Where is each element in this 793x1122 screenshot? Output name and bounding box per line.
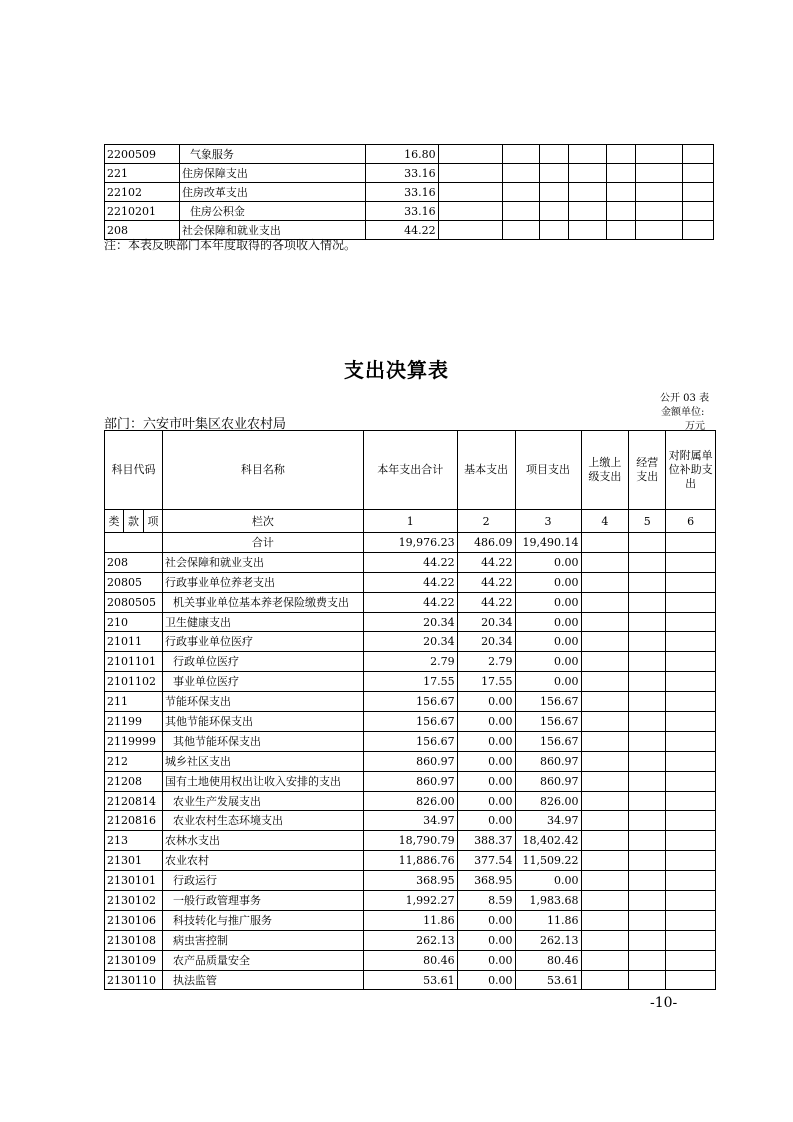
cell-name: 社会保障和就业支出 — [179, 221, 365, 240]
cell-name: 行政事业单位养老支出 — [162, 572, 363, 592]
table-row — [105, 145, 714, 164]
cell-empty — [682, 183, 713, 202]
cell-total: 44.22 — [363, 572, 457, 592]
cell-code: 2101101 — [105, 652, 163, 672]
cell-empty — [503, 221, 540, 240]
page-title: 支出决算表 — [344, 358, 449, 382]
header-name: 科目名称 — [162, 431, 363, 510]
cell-basic: 377.54 — [457, 851, 515, 871]
total-project: 19,490.14 — [515, 533, 581, 553]
cell-project: 0.00 — [515, 871, 581, 891]
cell-code: 21011 — [105, 632, 163, 652]
table-row — [105, 552, 716, 572]
cell-code: 2130110 — [105, 970, 163, 990]
cell-basic: 0.00 — [457, 712, 515, 732]
cell-total: 156.67 — [363, 692, 457, 712]
cell-code: 2080505 — [105, 592, 163, 612]
cell-subsidy — [666, 851, 716, 871]
cell-code: 212 — [105, 751, 163, 771]
cell-code: 2130108 — [105, 930, 163, 950]
cell-business — [629, 831, 666, 851]
cell-name: 科技转化与推广服务 — [162, 910, 363, 930]
cell-empty — [438, 164, 503, 183]
income-table-continuation — [104, 144, 714, 240]
cell-empty — [569, 183, 607, 202]
cell-subsidy — [666, 731, 716, 751]
cell-upper — [581, 552, 629, 572]
cell-total: 156.67 — [363, 731, 457, 751]
cell-basic: 0.00 — [457, 692, 515, 712]
cell-project: 156.67 — [515, 712, 581, 732]
col-number-1: 1 — [363, 510, 457, 533]
cell-empty — [636, 202, 683, 221]
cell-upper — [581, 592, 629, 612]
cell-name: 住房改革支出 — [179, 183, 365, 202]
cell-empty — [682, 221, 713, 240]
cell-business — [629, 552, 666, 572]
cell-upper — [581, 831, 629, 851]
cell-project: 34.97 — [515, 811, 581, 831]
cell-subsidy — [666, 572, 716, 592]
cell-value: 33.16 — [365, 164, 438, 183]
cell-total: 80.46 — [363, 950, 457, 970]
cell-subsidy — [666, 970, 716, 990]
cell-name: 农业农村 — [162, 851, 363, 871]
cell-subsidy — [666, 871, 716, 891]
cell-upper — [581, 612, 629, 632]
cell-business — [629, 632, 666, 652]
cell-business — [629, 811, 666, 831]
cell-name: 行政事业单位医疗 — [162, 632, 363, 652]
cell-subsidy — [666, 632, 716, 652]
header-row — [105, 431, 716, 510]
cell-project: 826.00 — [515, 791, 581, 811]
total-label: 合计 — [162, 533, 363, 553]
cell-total: 11,886.76 — [363, 851, 457, 871]
cell-business — [629, 771, 666, 791]
cell-name: 社会保障和就业支出 — [162, 552, 363, 572]
col-number-6: 6 — [666, 510, 716, 533]
table-row — [105, 791, 716, 811]
cell-name: 农业农村生态环境支出 — [162, 811, 363, 831]
cell-code: 2130106 — [105, 910, 163, 930]
cell-upper — [581, 930, 629, 950]
cell-project: 0.00 — [515, 552, 581, 572]
cell-empty — [682, 164, 713, 183]
cell-empty — [438, 183, 503, 202]
header-basic: 基本支出 — [457, 431, 515, 510]
cell-subsidy — [666, 612, 716, 632]
table-row — [105, 930, 716, 950]
cell-business — [629, 692, 666, 712]
cell-empty — [503, 164, 540, 183]
cell-name: 农产品质量安全 — [162, 950, 363, 970]
cell-upper — [581, 910, 629, 930]
cell-code: 2130102 — [105, 891, 163, 911]
table-row — [105, 910, 716, 930]
cell-code: 210 — [105, 612, 163, 632]
cell-code: 2119999 — [105, 731, 163, 751]
cell-code: 213 — [105, 831, 163, 851]
cell-basic: 0.00 — [457, 771, 515, 791]
cell-total: 18,790.79 — [363, 831, 457, 851]
column-number-row — [105, 510, 716, 533]
table-row — [105, 851, 716, 871]
table-row — [105, 164, 714, 183]
table-row — [105, 771, 716, 791]
cell-basic: 44.22 — [457, 572, 515, 592]
cell-upper — [581, 791, 629, 811]
cell-name: 病虫害控制 — [162, 930, 363, 950]
cell-basic: 0.00 — [457, 751, 515, 771]
cell-value: 33.16 — [365, 183, 438, 202]
cell-business — [629, 851, 666, 871]
cell-subsidy — [666, 811, 716, 831]
cell-empty — [540, 164, 569, 183]
cell-code: 2200509 — [105, 145, 180, 164]
table-row — [105, 632, 716, 652]
cell-project: 1,983.68 — [515, 891, 581, 911]
cell-upper — [581, 751, 629, 771]
cell-upper — [581, 652, 629, 672]
cell-project: 156.67 — [515, 692, 581, 712]
cell-empty — [540, 202, 569, 221]
cell-name: 执法监管 — [162, 970, 363, 990]
total-total: 19,976.23 — [363, 533, 457, 553]
cell-subsidy — [666, 592, 716, 612]
cell-upper — [581, 891, 629, 911]
cell-total: 34.97 — [363, 811, 457, 831]
table-row — [105, 572, 716, 592]
cell-name: 事业单位医疗 — [162, 672, 363, 692]
cell-empty — [503, 145, 540, 164]
cell-empty — [607, 202, 636, 221]
total-business — [629, 533, 666, 553]
cell-business — [629, 731, 666, 751]
cell-name: 农业生产发展支出 — [162, 791, 363, 811]
cell-upper — [581, 950, 629, 970]
col-number-3: 3 — [515, 510, 581, 533]
cell-name: 一般行政管理事务 — [162, 891, 363, 911]
cell-name: 住房保障支出 — [179, 164, 365, 183]
cell-code: 22102 — [105, 183, 180, 202]
cell-total: 44.22 — [363, 592, 457, 612]
cell-total: 20.34 — [363, 632, 457, 652]
cell-business — [629, 930, 666, 950]
cell-name: 城乡社区支出 — [162, 751, 363, 771]
cell-empty — [569, 221, 607, 240]
cell-business — [629, 871, 666, 891]
table-row — [105, 672, 716, 692]
cell-subsidy — [666, 652, 716, 672]
col-number-4: 4 — [581, 510, 629, 533]
cell-upper — [581, 871, 629, 891]
cell-business — [629, 950, 666, 970]
cell-total: 368.95 — [363, 871, 457, 891]
cell-basic: 0.00 — [457, 930, 515, 950]
cell-empty — [438, 221, 503, 240]
cell-total: 1,992.27 — [363, 891, 457, 911]
table-row — [105, 831, 716, 851]
cell-project: 0.00 — [515, 592, 581, 612]
cell-project: 0.00 — [515, 572, 581, 592]
cell-project: 11.86 — [515, 910, 581, 930]
total-subsidy — [666, 533, 716, 553]
cell-name: 其他节能环保支出 — [162, 731, 363, 751]
cell-business — [629, 970, 666, 990]
cell-name: 卫生健康支出 — [162, 612, 363, 632]
cell-project: 262.13 — [515, 930, 581, 950]
total-row — [105, 533, 716, 553]
cell-total: 44.22 — [363, 552, 457, 572]
cell-basic: 388.37 — [457, 831, 515, 851]
cell-basic: 0.00 — [457, 910, 515, 930]
table-row — [105, 811, 716, 831]
cell-empty — [540, 145, 569, 164]
cell-project: 80.46 — [515, 950, 581, 970]
cell-total: 826.00 — [363, 791, 457, 811]
cell-empty — [636, 164, 683, 183]
cell-basic: 44.22 — [457, 552, 515, 572]
total-basic: 486.09 — [457, 533, 515, 553]
cell-upper — [581, 672, 629, 692]
cell-basic: 0.00 — [457, 811, 515, 831]
cell-subsidy — [666, 831, 716, 851]
header-business: 经营支出 — [629, 431, 666, 510]
cell-name: 节能环保支出 — [162, 692, 363, 712]
cell-name: 气象服务 — [179, 145, 365, 164]
cell-code: 2120814 — [105, 791, 163, 811]
header-total: 本年支出合计 — [363, 431, 457, 510]
cell-code: 208 — [105, 221, 180, 240]
table-row — [105, 592, 716, 612]
cell-subsidy — [666, 692, 716, 712]
cell-code: 221 — [105, 164, 180, 183]
cell-total: 20.34 — [363, 612, 457, 632]
cell-upper — [581, 970, 629, 990]
cell-upper — [581, 712, 629, 732]
cell-code: 2210201 — [105, 202, 180, 221]
cell-upper — [581, 811, 629, 831]
header-lanci: 栏次 — [162, 510, 363, 533]
table-row — [105, 891, 716, 911]
cell-subsidy — [666, 712, 716, 732]
cell-code: 211 — [105, 692, 163, 712]
table-row — [105, 731, 716, 751]
total-code-cell — [105, 533, 163, 553]
cell-upper — [581, 692, 629, 712]
cell-basic: 368.95 — [457, 871, 515, 891]
cell-total: 156.67 — [363, 712, 457, 732]
total-upper — [581, 533, 629, 553]
cell-empty — [503, 202, 540, 221]
cell-code: 2130101 — [105, 871, 163, 891]
table-note: 注：本表反映部门本年度取得的各项收入情况。 — [104, 238, 357, 252]
table-row — [105, 183, 714, 202]
cell-basic: 2.79 — [457, 652, 515, 672]
cell-basic: 0.00 — [457, 791, 515, 811]
header-subsidy: 对附属单位补助支出 — [666, 431, 716, 510]
cell-project: 0.00 — [515, 652, 581, 672]
cell-business — [629, 572, 666, 592]
unit-label: 金额单位: — [661, 407, 705, 418]
header-lei: 类 — [105, 510, 124, 533]
cell-subsidy — [666, 751, 716, 771]
cell-subsidy — [666, 930, 716, 950]
cell-total: 53.61 — [363, 970, 457, 990]
cell-business — [629, 751, 666, 771]
cell-project: 53.61 — [515, 970, 581, 990]
cell-name: 农林水支出 — [162, 831, 363, 851]
cell-code: 20805 — [105, 572, 163, 592]
department-label: 部门：六安市叶集区农业农村局 — [104, 417, 287, 432]
table-row — [105, 751, 716, 771]
cell-empty — [607, 183, 636, 202]
cell-name: 国有土地使用权出让收入安排的支出 — [162, 771, 363, 791]
cell-name: 机关事业单位基本养老保险缴费支出 — [162, 592, 363, 612]
cell-empty — [438, 202, 503, 221]
cell-empty — [607, 221, 636, 240]
cell-total: 860.97 — [363, 751, 457, 771]
cell-basic: 20.34 — [457, 612, 515, 632]
cell-upper — [581, 632, 629, 652]
cell-name: 行政单位医疗 — [162, 652, 363, 672]
table-row — [105, 652, 716, 672]
cell-value: 33.16 — [365, 202, 438, 221]
cell-project: 156.67 — [515, 731, 581, 751]
cell-business — [629, 712, 666, 732]
cell-code: 2101102 — [105, 672, 163, 692]
cell-upper — [581, 572, 629, 592]
col-number-2: 2 — [457, 510, 515, 533]
cell-business — [629, 652, 666, 672]
table-row — [105, 871, 716, 891]
cell-project: 860.97 — [515, 751, 581, 771]
cell-total: 11.86 — [363, 910, 457, 930]
cell-total: 2.79 — [363, 652, 457, 672]
cell-empty — [636, 221, 683, 240]
cell-business — [629, 592, 666, 612]
cell-code: 21301 — [105, 851, 163, 871]
table-row — [105, 612, 716, 632]
cell-project: 0.00 — [515, 632, 581, 652]
cell-basic: 44.22 — [457, 592, 515, 612]
cell-empty — [569, 145, 607, 164]
cell-value: 44.22 — [365, 221, 438, 240]
cell-total: 860.97 — [363, 771, 457, 791]
cell-name: 住房公积金 — [179, 202, 365, 221]
cell-basic: 0.00 — [457, 950, 515, 970]
cell-empty — [569, 202, 607, 221]
cell-code: 21199 — [105, 712, 163, 732]
cell-project: 0.00 — [515, 672, 581, 692]
cell-subsidy — [666, 552, 716, 572]
cell-basic: 20.34 — [457, 632, 515, 652]
cell-empty — [503, 183, 540, 202]
cell-upper — [581, 851, 629, 871]
cell-basic: 0.00 — [457, 970, 515, 990]
cell-code: 2130109 — [105, 950, 163, 970]
cell-total: 262.13 — [363, 930, 457, 950]
table-row — [105, 970, 716, 990]
cell-project: 11,509.22 — [515, 851, 581, 871]
table-row — [105, 202, 714, 221]
cell-empty — [438, 145, 503, 164]
header-upper: 上缴上级支出 — [581, 431, 629, 510]
cell-basic: 17.55 — [457, 672, 515, 692]
cell-empty — [636, 145, 683, 164]
cell-business — [629, 791, 666, 811]
cell-project: 860.97 — [515, 771, 581, 791]
cell-empty — [540, 221, 569, 240]
cell-subsidy — [666, 910, 716, 930]
cell-empty — [682, 145, 713, 164]
cell-business — [629, 891, 666, 911]
cell-empty — [636, 183, 683, 202]
header-project: 项目支出 — [515, 431, 581, 510]
cell-subsidy — [666, 950, 716, 970]
unit-value: 万元 — [685, 421, 705, 432]
cell-empty — [607, 145, 636, 164]
header-code: 科目代码 — [105, 431, 163, 510]
cell-name: 其他节能环保支出 — [162, 712, 363, 732]
form-number: 公开 03 表 — [660, 393, 710, 404]
cell-total: 17.55 — [363, 672, 457, 692]
cell-empty — [540, 183, 569, 202]
page-number: -10- — [650, 995, 678, 1011]
table-row — [105, 712, 716, 732]
cell-subsidy — [666, 791, 716, 811]
cell-business — [629, 672, 666, 692]
cell-upper — [581, 731, 629, 751]
cell-business — [629, 612, 666, 632]
cell-project: 18,402.42 — [515, 831, 581, 851]
expenditure-table — [104, 430, 716, 990]
cell-business — [629, 910, 666, 930]
header-kuan: 款 — [123, 510, 143, 533]
cell-subsidy — [666, 891, 716, 911]
cell-basic: 8.59 — [457, 891, 515, 911]
cell-value: 16.80 — [365, 145, 438, 164]
cell-code: 21208 — [105, 771, 163, 791]
cell-upper — [581, 771, 629, 791]
cell-empty — [607, 164, 636, 183]
cell-code: 208 — [105, 552, 163, 572]
col-number-5: 5 — [629, 510, 666, 533]
table-row — [105, 692, 716, 712]
cell-basic: 0.00 — [457, 731, 515, 751]
cell-project: 0.00 — [515, 612, 581, 632]
cell-code: 2120816 — [105, 811, 163, 831]
cell-name: 行政运行 — [162, 871, 363, 891]
cell-subsidy — [666, 672, 716, 692]
cell-empty — [569, 164, 607, 183]
header-xiang: 项 — [143, 510, 162, 533]
table-row — [105, 950, 716, 970]
cell-empty — [682, 202, 713, 221]
cell-subsidy — [666, 771, 716, 791]
